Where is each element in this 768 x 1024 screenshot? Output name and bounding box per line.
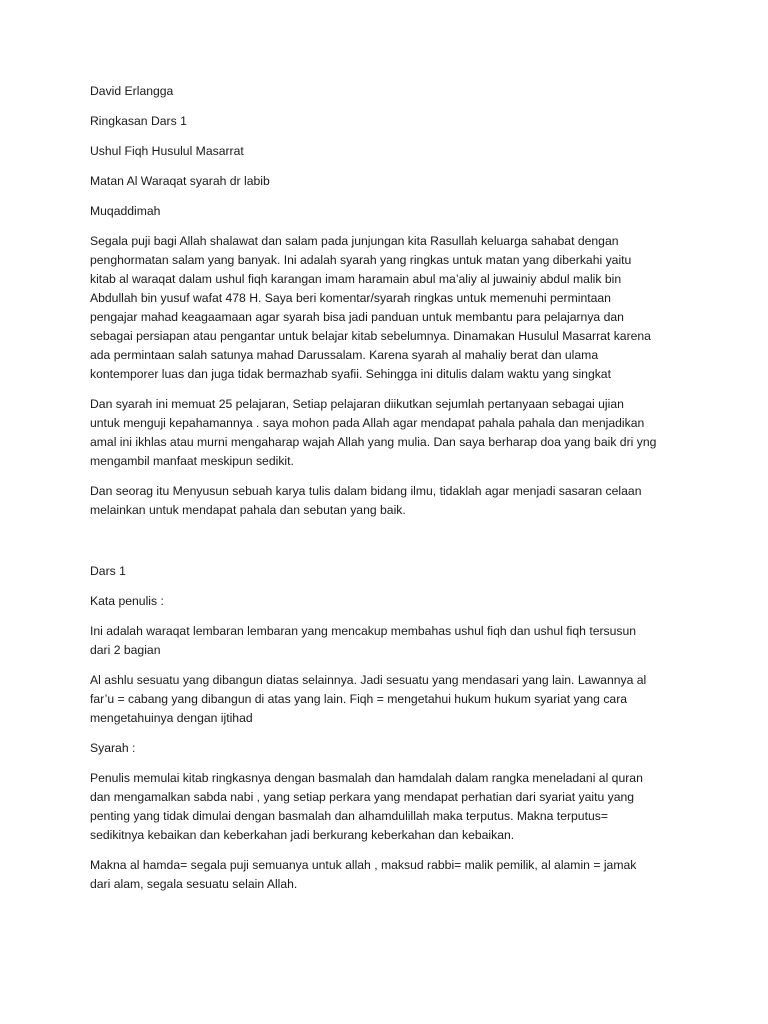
text-line: Ini adalah waraqat lembaran lembaran yang mencakup membahas ushul fiqh dan ushul fiqh tersusun — [90, 624, 637, 638]
text-line: Segala puji bagi Allah shalawat dan salam pada junjungan kita Rasullah keluarga sahabat dengan — [90, 234, 619, 248]
syarah-label: Syarah : — [90, 741, 136, 755]
intro-paragraph-2 — [90, 395, 692, 471]
document-title: Ringkasan Dars 1 — [90, 114, 187, 128]
text-line: kontemporer luas dan juga tidak bermazhab syafii. Sehingga ini ditulis dalam waktu yang singkat — [90, 367, 611, 381]
text-line: pengajar mahad keagaamaan agar syarah bisa jadi panduan untuk membantu para pelajarnya dan — [90, 310, 624, 324]
document-body — [90, 82, 692, 905]
text-line: Al ashlu sesuatu yang dibangun diatas selainnya. Jadi sesuatu yang mendasari yang lain. Lawannya al — [90, 673, 647, 687]
text-line: Makna al hamda= segala puji semuanya untuk allah , maksud rabbi= malik pemilik, al alamin = jamak — [90, 858, 637, 872]
author-name: David Erlangga — [90, 84, 174, 98]
dars-heading: Dars 1 — [90, 564, 126, 578]
syarah-paragraph-2 — [90, 856, 692, 894]
text-line: Dan syarah ini memuat 25 pelajaran, Setiap pelajaran diikutkan sejumlah pertanyaan sebagai ujian — [90, 397, 624, 411]
kata-paragraph-1 — [90, 622, 692, 660]
text-line: mengambil manfaat meskipun sedikit. — [90, 454, 294, 468]
text-line: dari 2 bagian — [90, 643, 161, 657]
text-line: kitab al waraqat dalam ushul fiqh karangan imam haramain abul ma’aliy al juwainiy abdul malik bin — [90, 272, 622, 286]
section-spacer — [90, 531, 692, 562]
text-line: dan mengamalkan sabda nabi , yang setiap perkara yang mendapat perhatian dari syariat yaitu yang — [90, 790, 635, 804]
text-line: amal ini ikhlas atau murni mengaharap wajah Allah yang mulia. Dan saya berharap doa yang baik dri yng — [90, 435, 657, 449]
text-line: penting yang tidak dimulai dengan basmalah dan alhamdulillah maka terputus. Makna terputus= — [90, 809, 608, 823]
syarah-paragraph-1 — [90, 769, 692, 845]
kata-paragraph-2 — [90, 671, 692, 728]
subject-line: Ushul Fiqh Husulul Masarrat — [90, 144, 244, 158]
intro-paragraph-1 — [90, 232, 692, 384]
text-line: sebagai persiapan atau pengantar untuk belajar kitab sebelumnya. Dinamakan Husulul Masarrat karena — [90, 329, 651, 343]
text-line: Abdullah bin yusuf wafat 478 H. Saya beri komentar/syarah ringkas untuk memenuhi permintaan — [90, 291, 611, 305]
text-line: melainkan untuk mendapat pahala dan sebutan yang baik. — [90, 503, 406, 517]
text-line: untuk menguji kepahamannya . saya mohon pada Allah agar mendapat pahala pahala dan menjadikan — [90, 416, 645, 430]
intro-heading: Muqaddimah — [90, 204, 161, 218]
text-line: Dan seorag itu Menyusun sebuah karya tulis dalam bidang ilmu, tidaklah agar menjadi sasaran celaan — [90, 484, 642, 498]
intro-paragraph-3 — [90, 482, 692, 520]
text-line: mengetahuinya dengan ijtihad — [90, 711, 253, 725]
text-line: dari alam, segala sesuatu selain Allah. — [90, 877, 298, 891]
text-line: ada permintaan salah satunya mahad Darussalam. Karena syarah al mahaliy berat dan ulama — [90, 348, 599, 362]
kata-penulis-label: Kata penulis : — [90, 594, 164, 608]
text-line: Penulis memulai kitab ringkasnya dengan basmalah dan hamdalah dalam rangka meneladani al quran — [90, 771, 643, 785]
matan-line: Matan Al Waraqat syarah dr labib — [90, 174, 270, 188]
text-line: far’u = cabang yang dibangun di atas yang lain. Fiqh = mengetahui hukum hukum syariat yang cara — [90, 692, 628, 706]
text-line: penghormatan salam yang banyak. Ini adalah syarah yang ringkas untuk matan yang diberkahi yaitu — [90, 253, 632, 267]
text-line: sedikitnya kebaikan dan keberkahan jadi berkurang keberkahan dan kebaikan. — [90, 828, 515, 842]
